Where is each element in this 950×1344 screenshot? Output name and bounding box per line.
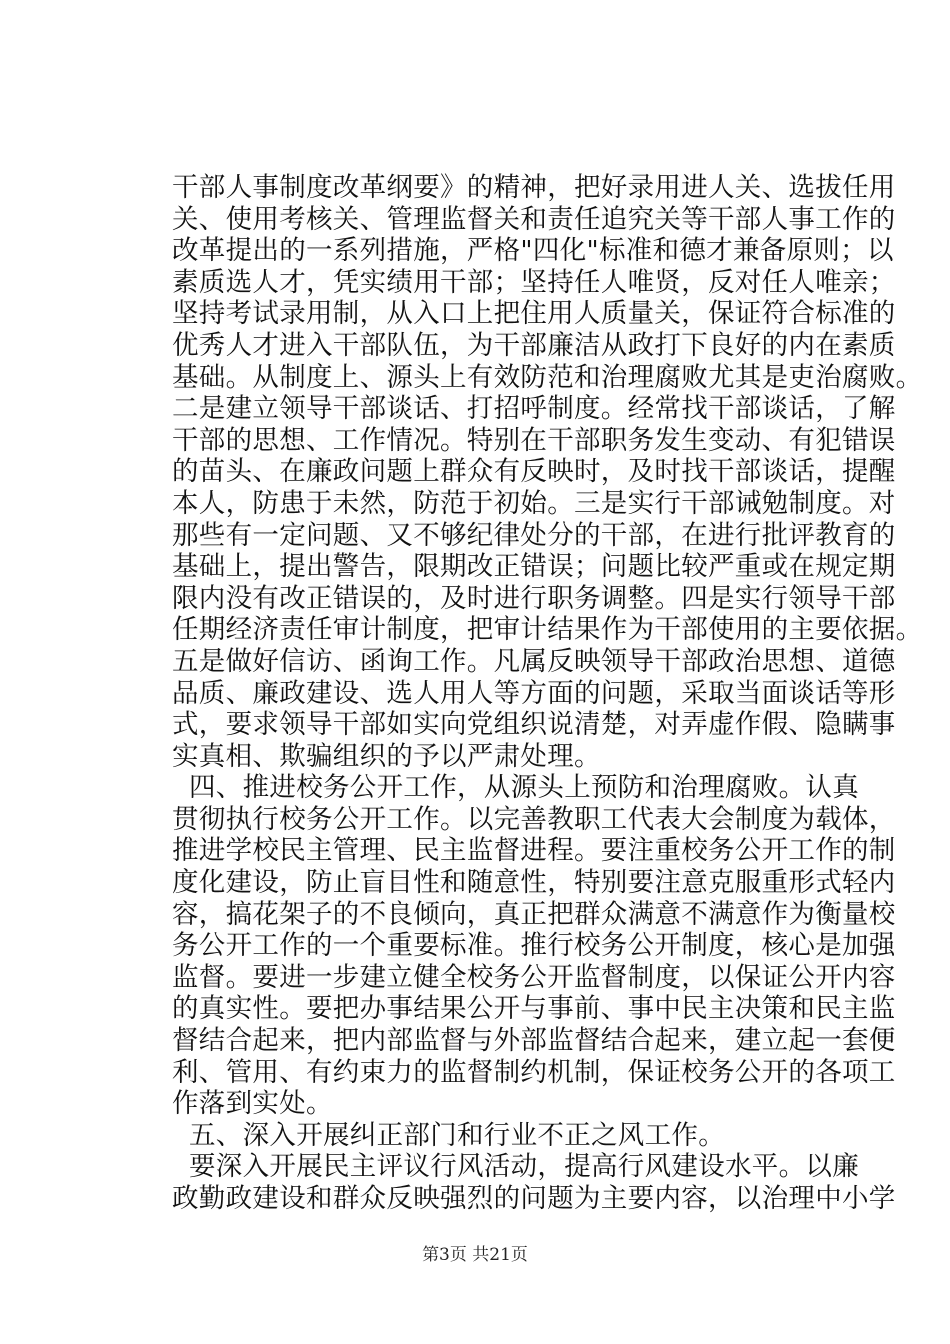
text-line: 品质、廉政建设、选人用人等方面的问题，采取当面谈话等形 [172,677,896,709]
text-line: 任期经济责任审计制度，把审计结果作为干部使用的主要依据。 [172,614,923,646]
text-line: 度化建设，防止盲目性和随意性，特别要注意克服重形式轻内 [172,867,896,899]
text-line: 关、使用考核关、管理监督关和责任追究关等干部人事工作的 [172,203,896,235]
text-line: 优秀人才进入干部队伍，为干部廉洁从政打下良好的内在素质 [172,329,896,361]
text-line: 限内没有改正错误的，及时进行职务调整。四是实行领导干部 [172,582,896,614]
text-line: 督结合起来，把内部监督与外部监督结合起来，建立起一套便 [172,1025,896,1057]
text-line: 干部的思想、工作情况。特别在干部职务发生变动、有犯错误 [172,424,896,456]
text-line: 改革提出的一系列措施，严格"四化"标准和德才兼备原则；以 [172,235,894,267]
section-heading: 五、深入开展纠正部门和行业不正之风工作。 [189,1119,725,1151]
text-line: 的苗头、在廉政问题上群众有反映时，及时找干部谈话，提醒 [172,456,896,488]
page-number: 第3页 共21页 [422,1245,528,1265]
text-line: 利、管用、有约束力的监督制约机制，保证校务公开的各项工 [172,1056,896,1088]
text-line: 五是做好信访、函询工作。凡属反映领导干部政治思想、道德 [172,645,896,677]
text-line: 干部人事制度改革纲要》的精神，把好录用进人关、选拔任用 [172,172,896,203]
text-line: 的真实性。要把办事结果公开与事前、事中民主决策和民主监 [172,993,896,1025]
text-line: 贯彻执行校务公开工作。以完善教职工代表大会制度为载体， [172,803,896,835]
text-line: 要深入开展民主评议行风活动，提高行风建设水平。以廉 [189,1151,859,1183]
text-line: 实真相、欺骗组织的予以严肃处理。 [172,740,601,772]
text-line: 容，搞花架子的不良倾向，真正把群众满意不满意作为衡量校 [172,898,896,930]
text-line: 政勤政建设和群众反映强烈的问题为主要内容，以治理中小学 [172,1183,896,1214]
text-line: 素质选人才，凭实绩用干部；坚持任人唯贤，反对任人唯亲； [172,266,896,298]
paragraph-heading: 四、推进校务公开工作，从源头上预防和治理腐败。认真 [189,772,859,804]
text-line: 本人，防患于未然，防范于初始。三是实行干部诫勉制度。对 [172,487,896,519]
text-line: 作落到实处。 [172,1088,333,1120]
text-line: 坚持考试录用制，从入口上把住用人质量关，保证符合标准的 [172,298,896,330]
page-footer [0,1240,950,1265]
body-text [172,172,923,1215]
text-line: 务公开工作的一个重要标准。推行校务公开制度，核心是加强 [172,930,896,962]
text-line: 基础。从制度上、源头上有效防范和治理腐败尤其是吏治腐败。 [172,361,923,393]
text-line: 二是建立领导干部谈话、打招呼制度。经常找干部谈话，了解 [172,393,896,425]
text-line: 式，要求领导干部如实向党组织说清楚，对弄虚作假、隐瞒事 [172,709,896,741]
text-line: 监督。要进一步建立健全校务公开监督制度，以保证公开内容 [172,961,896,993]
text-line: 基础上，提出警告，限期改正错误；问题比较严重或在规定期 [172,551,896,583]
text-line: 那些有一定问题、又不够纪律处分的干部，在进行批评教育的 [172,519,896,551]
text-line: 推进学校民主管理、民主监督进程。要注重校务公开工作的制 [172,835,896,867]
